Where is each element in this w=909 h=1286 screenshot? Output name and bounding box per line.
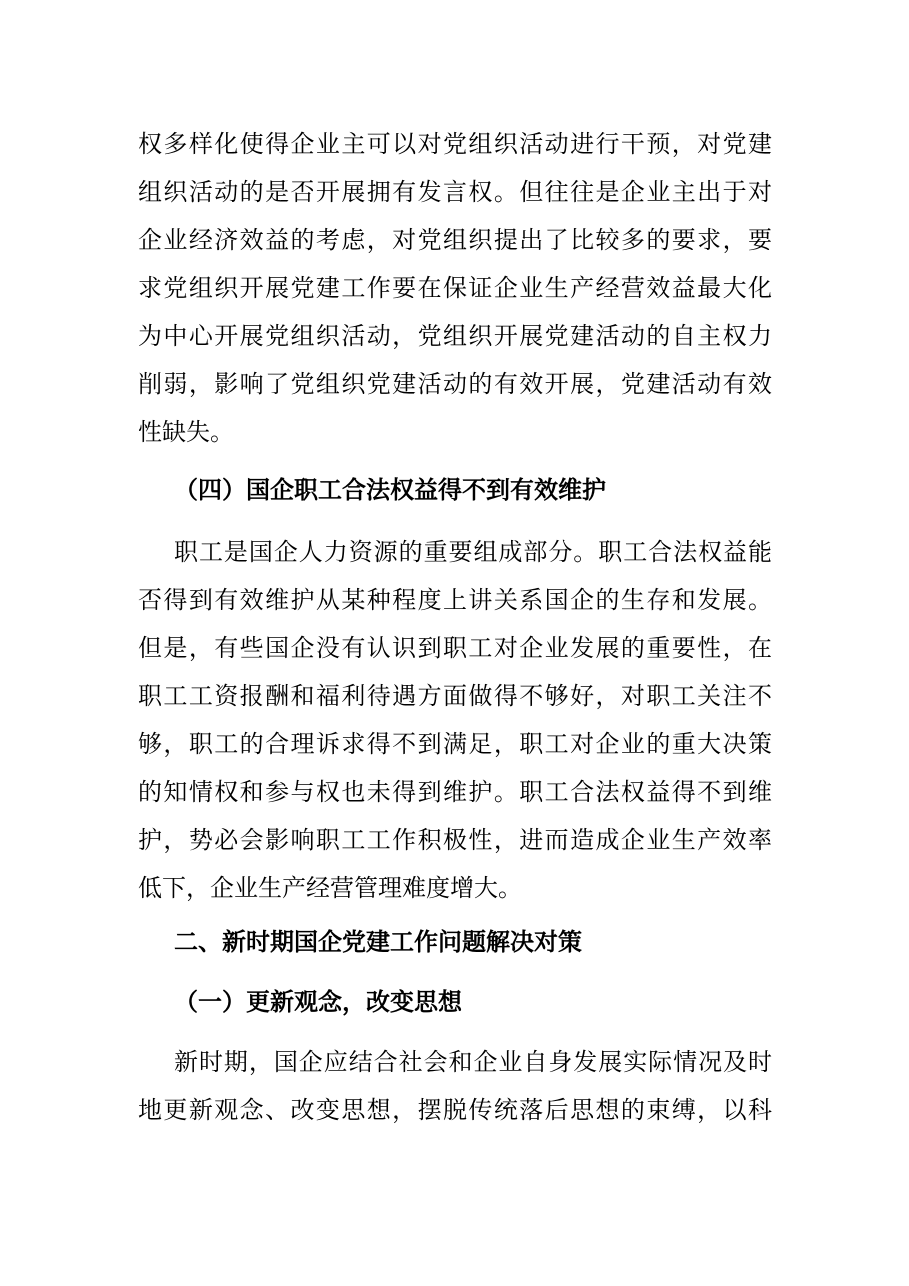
- paragraph-1-line-5: 为中心开展党组织活动，党组织开展党建活动的自主权力: [138, 322, 772, 350]
- paragraph-2-line-3: 但是，有些国企没有认识到职工对企业发展的重要性，在: [138, 634, 772, 662]
- subheading-4: （四）国企职工合法权益得不到有效维护: [174, 476, 606, 504]
- subheading-1: （一）更新观念，改变思想: [174, 988, 462, 1016]
- paragraph-3-line-2: 地更新观念、改变思想，摆脱传统落后思想的束缚，以科: [138, 1096, 772, 1124]
- paragraph-2-line-2: 否得到有效维护从某种程度上讲关系国企的生存和发展。: [138, 586, 772, 614]
- paragraph-3-line-1: 新时期，国企应结合社会和企业自身发展实际情况及时: [174, 1048, 772, 1076]
- paragraph-2-line-8: 低下，企业生产经营管理难度增大。: [138, 874, 522, 902]
- paragraph-2-line-4: 职工工资报酬和福利待遇方面做得不够好，对职工关注不: [138, 682, 772, 710]
- paragraph-2-line-1: 职工是国企人力资源的重要组成部分。职工合法权益能: [174, 538, 772, 566]
- paragraph-2-line-7: 护，势必会影响职工工作积极性，进而造成企业生产效率: [138, 826, 772, 854]
- paragraph-2-line-5: 够，职工的合理诉求得不到满足，职工对企业的重大决策: [138, 730, 772, 758]
- paragraph-1-line-2: 组织活动的是否开展拥有发言权。但往往是企业主出于对: [138, 178, 772, 206]
- paragraph-1-line-1: 权多样化使得企业主可以对党组织活动进行干预，对党建: [138, 130, 772, 158]
- section-heading-2: 二、新时期国企党建工作问题解决对策: [174, 928, 582, 956]
- paragraph-1-line-6: 削弱，影响了党组织党建活动的有效开展，党建活动有效: [138, 370, 772, 398]
- paragraph-1-line-3: 企业经济效益的考虑，对党组织提出了比较多的要求，要: [138, 226, 772, 254]
- paragraph-2-line-6: 的知情权和参与权也未得到维护。职工合法权益得不到维: [138, 778, 772, 806]
- paragraph-1-line-4: 求党组织开展党建工作要在保证企业生产经营效益最大化: [138, 274, 772, 302]
- paragraph-1-line-7: 性缺失。: [138, 418, 234, 446]
